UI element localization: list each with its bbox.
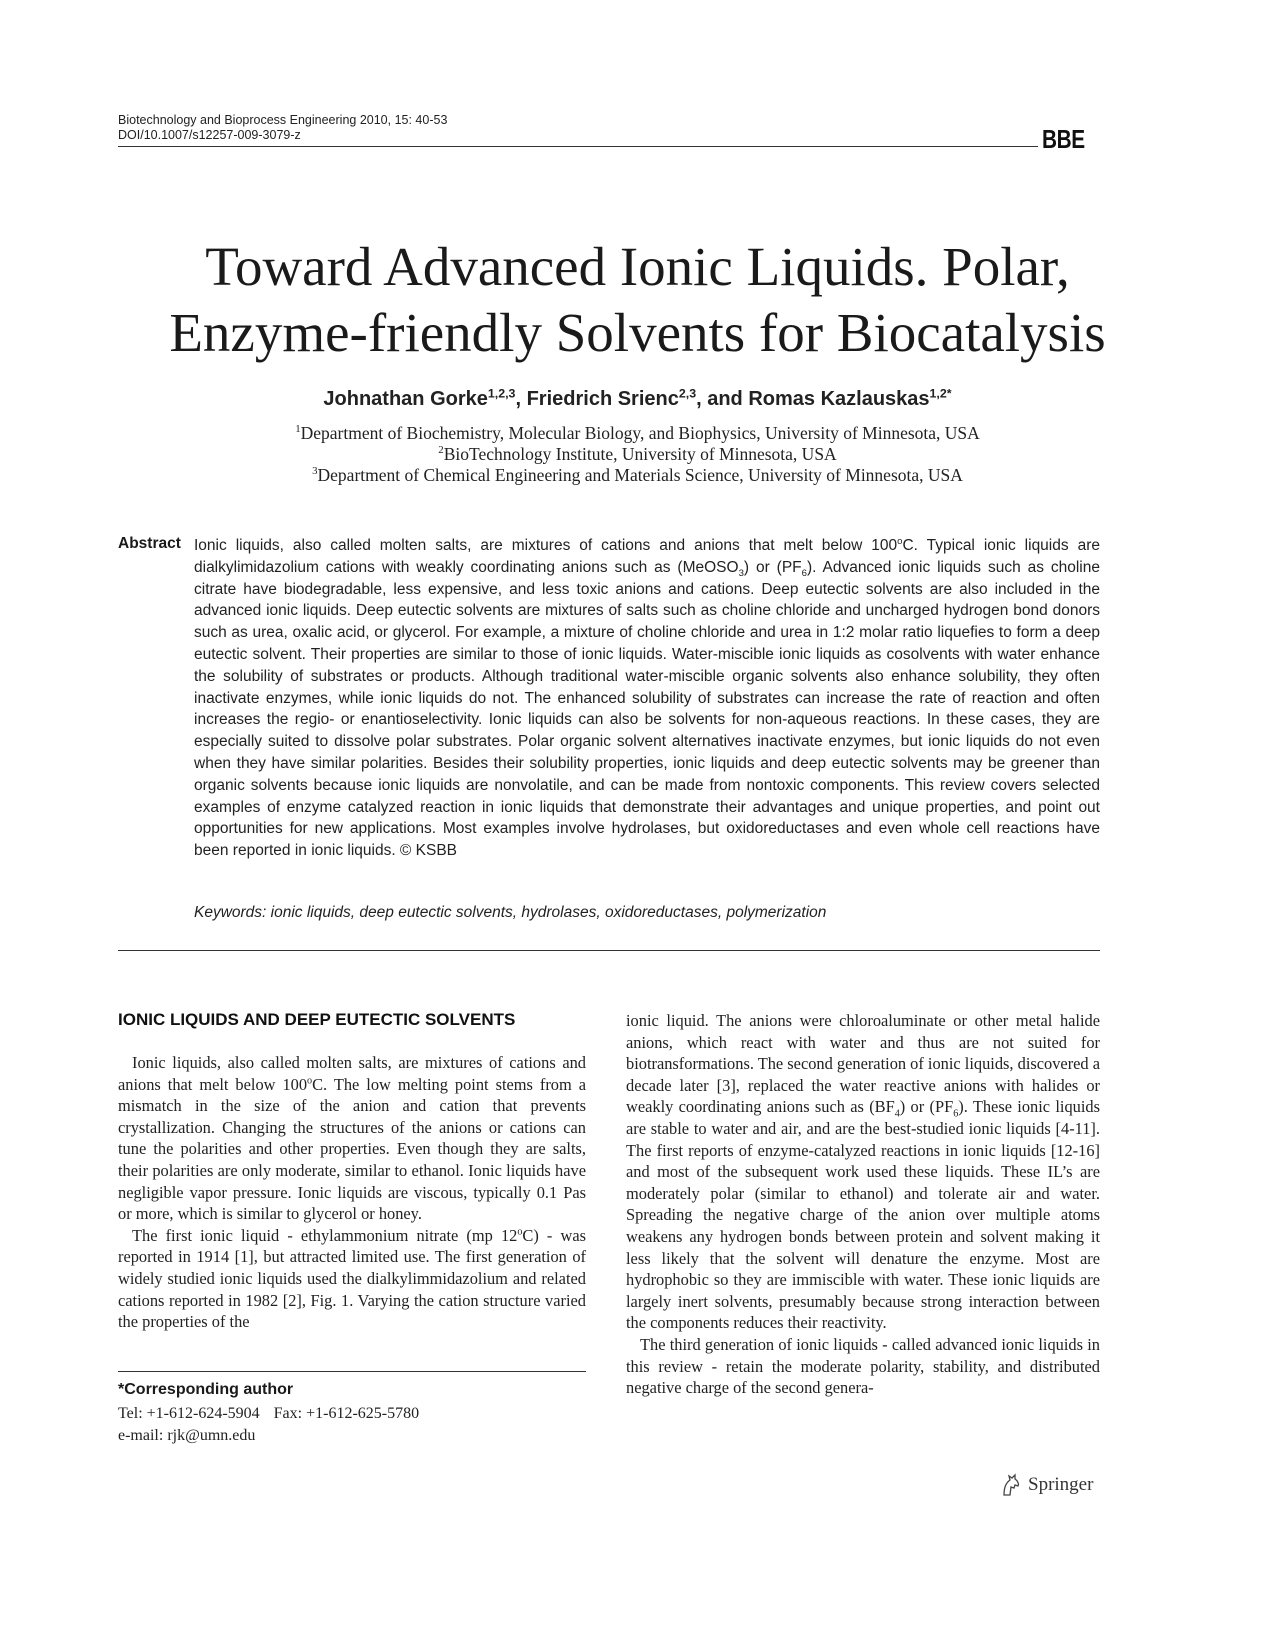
author-affiliation-marker: 1,2,3 [487,386,516,401]
publisher-name: Springer [1028,1474,1094,1495]
affiliation-number: 1 [295,423,301,436]
author-affiliation-marker: 1,2* [929,386,952,401]
paper-title [100,234,1175,366]
paragraph-text: The first ionic liquid - ethylammonium nitrate (mp 12 [132,1225,518,1245]
affiliation-number: 2 [438,444,444,457]
author-separator: , [515,388,527,410]
subscript: 6 [801,567,807,579]
running-header [118,113,1158,143]
telephone: Tel: +1-612-624-5904 [118,1405,260,1422]
affiliation-line [100,465,1175,486]
corresponding-author-label [118,1381,293,1399]
springer-horse-icon [1000,1473,1022,1497]
paragraph-text: Ionic liquids, also called molten salts, are mixtures of cations and anions that melt below 100 [118,1053,586,1094]
abstract-text-part: ) or (PF [743,558,802,576]
author-list [100,388,1175,411]
abstract-text-part: C. Typical ionic liquids are dialkylimidazolium cations with weakly coordinating anions such as (MeOSO [194,537,1100,576]
subscript: 4 [894,1108,900,1120]
title-line-2: Enzyme-friendly Solvents for Biocatalysis [169,302,1106,363]
keywords: Keywords: ionic liquids, deep eutectic solvents, hydrolases, oxidoreductases, polymerization [194,904,827,921]
abstract-text-part: Ionic liquids, also called molten salts, are mixtures of cations and anions that melt below 100 [194,537,898,554]
author-affiliation-marker: 2,3 [678,386,697,401]
author-name: Friedrich Srienc [526,388,679,410]
paragraph-text: C. The low melting point stems from a mismatch in the size of the anion and cation that prevents crystallization. Changing the structures of the anions or cations can tune the polarities and other properties. Even though they are salts, their polarities are only moderate, similar to ethanol. Ionic liquids have negligible vapor pressure. Ionic liquids are viscous, typically 0.1 Pas or more, which is similar to glycerol or honey. [118,1074,586,1224]
degree-marker: o [307,1075,313,1087]
paragraph-text: ). These ionic liquids are stable to water and air, and are the best-studied ionic liquids [4-11]. The first reports of enzyme-catalyzed reactions in ionic liquids [12-16] and most of the subsequent work used these liquids. These IL’s are moderately polar (similar to ethanol) and tolerate air and water. Spreading the negative charge of the anion over multiple atoms weakens any hydrogen bonds between protein and solvent making it less likely that the solvent will denature the enzyme. Most are hydrophobic so they are immiscible with water. These ionic liquids are largely inert solvents, presumably because strong interaction between the components reduces their reactivity. [626,1097,1100,1333]
paragraph [626,1010,1100,1334]
author-name: Johnathan Gorke [323,388,488,410]
subscript: 3 [738,567,744,579]
left-column [118,1052,586,1333]
paragraph-text: ionic liquid. The anions were chloroaluminate or other metal halide anions, which react with water and thus are not suited for biotransformations. The second generation of ionic liquids, discovered a decade later [3], replaced the water reactive anions with halides or weakly coordinating anions such as (BF [626,1011,1100,1117]
abstract-rule [118,950,1100,951]
paragraph [118,1052,586,1225]
affiliation-line [100,423,1175,444]
abstract-text-part: ). Advanced ionic liquids such as choline citrate have biodegradable, less expensive, and less toxic anions and cations. Deep eutectic solvents are also included in the advanced ionic liquids. Deep eutectic solvents are mixtures of salts such as choline chloride and uncharged hydrogen bond donors such as urea, oxalic acid, or glycerol. For example, a mixture of choline chloride and urea in 1:2 molar ratio liquefies to form a deep eutectic solvent. Their properties are similar to those of ionic liquids. Water-miscible ionic liquids as cosolvents with water enhance the solubility of substrates or products. Although traditional water-miscible organic solvents also enhance solubility, they often inactivate enzymes, while ionic liquids do not. The enhanced solubility of substrates can increase the rate of reaction and often increases the regio- or enantioselectivity. Ionic liquids can also be solvents for non-aqueous reactions. In these cases, they are especially suited to dissolve polar substrates. Polar organic solvent alternatives inactivate enzymes, but ionic liquids do not even when they have similar polarities. Besides their solubility properties, ionic liquids and deep eutectic solvents may be greener than organic solvents because ionic liquids are nonvolatile, and can be made from nontoxic components. This review covers selected examples of enzyme catalyzed reaction in ionic liquids that demonstrate their advantages and unique properties, and point out opportunities for new applications. Most examples involve hydrolases, but oxidoreductases and even whole cell reactions have been reported in ionic liquids. © KSBB [194,558,1100,860]
abstract-body [194,535,1100,862]
footnote-label-text: Corresponding author [124,1381,294,1398]
subscript: 6 [953,1108,959,1120]
right-column [626,1010,1100,1399]
footnote-rule [118,1371,586,1372]
contact-phone-line [118,1403,419,1425]
affiliation-text: Department of Biochemistry, Molecular Biology, and Biophysics, University of Minnesota, USA [300,423,980,443]
paragraph [118,1225,586,1333]
journal-citation: Biotechnology and Bioprocess Engineering 2010, 15: 40-53 [118,113,448,127]
affiliation-text: Department of Chemical Engineering and Materials Science, University of Minnesota, USA [317,465,963,485]
header-rule [118,146,1038,147]
section-heading: IONIC LIQUIDS AND DEEP EUTECTIC SOLVENTS [118,1010,516,1029]
publisher-logo [1000,1473,1093,1497]
contact-email: e-mail: rjk@umn.edu [118,1427,256,1444]
fax: Fax: +1-612-625-5780 [273,1405,420,1422]
paragraph-text: ) or (PF [899,1097,954,1117]
footnote-star: * [118,1381,125,1398]
paragraph: The third generation of ionic liquids - called advanced ionic liquids in this review - retain the moderate polarity, stability, and distributed negative charge of the second genera- [626,1334,1100,1398]
abstract-label: Abstract [118,535,181,552]
title-line-1: Toward Advanced Ionic Liquids. Polar, [205,236,1070,297]
affiliation-number: 3 [312,465,318,478]
journal-logo: BBE [1042,124,1085,154]
corresponding-author-contact [118,1403,419,1447]
author-name: Romas Kazlauskas [748,388,930,410]
affiliations [100,423,1175,486]
paragraph-text: C) - was reported in 1914 [1], but attracted limited use. The first generation of widely studied ionic liquids used the dialkylimmidazolium and related cations reported in 1982 [2], Fig. 1. Varying the cation structure varied the properties of the [118,1225,586,1332]
affiliation-text: BioTechnology Institute, University of Minnesota, USA [443,444,837,464]
affiliation-line [100,444,1175,465]
doi: DOI/10.1007/s12257-009-3079-z [118,128,301,142]
author-separator: , and [696,388,749,410]
degree-marker: o [517,1226,523,1238]
degree-marker: o [897,535,903,547]
